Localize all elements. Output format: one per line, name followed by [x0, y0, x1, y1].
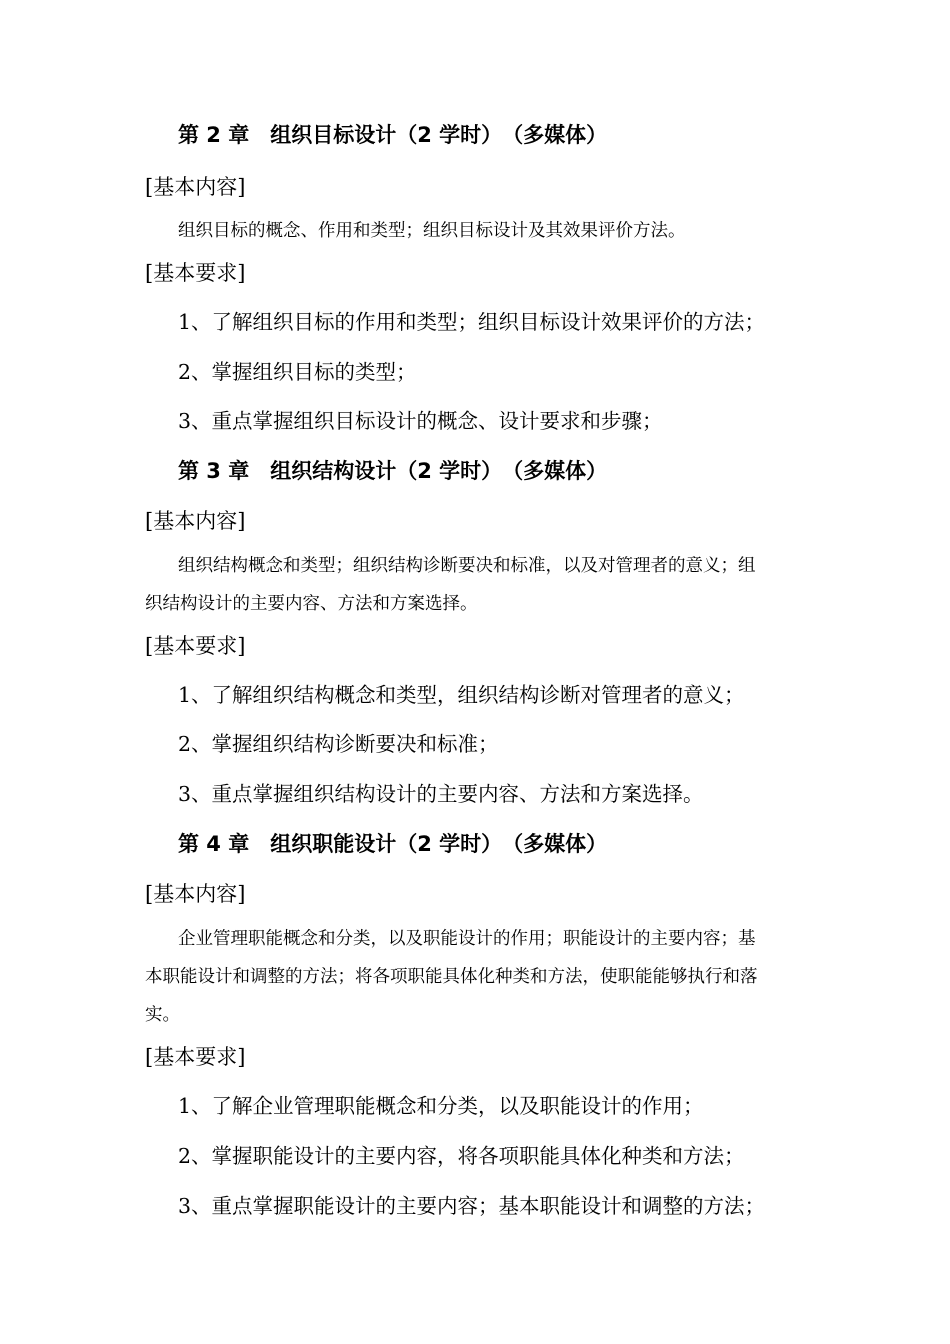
chapter-4-content-tag: [基本内容]	[145, 882, 246, 906]
chapter-4-requirement-2: 2、掌握职能设计的主要内容，将各项职能具体化种类和方法；	[178, 1144, 745, 1168]
chapter-3-content-line-1: 组织结构概念和类型；组织结构诊断要决和标准，以及对管理者的意义；组	[178, 556, 756, 576]
chapter-4-requirement-3: 3、重点掌握职能设计的主要内容；基本职能设计和调整的方法；	[178, 1194, 766, 1218]
chapter-3-content-line-2: 织结构设计的主要内容、方法和方案选择。	[145, 594, 478, 614]
chapter-3-requirements-tag: [基本要求]	[145, 634, 246, 658]
chapter-4-content-line-2: 本职能设计和调整的方法；将各项职能具体化种类和方法，使职能能够执行和落	[145, 967, 758, 987]
chapter-3-requirement-1: 1、了解组织结构概念和类型，组织结构诊断对管理者的意义；	[178, 683, 745, 707]
chapter-3-heading: 第 3 章 组织结构设计（2 学时） （多媒体）	[178, 459, 608, 483]
chapter-3-requirement-3: 3、重点掌握组织结构设计的主要内容、方法和方案选择。	[178, 782, 704, 806]
chapter-4-requirements-tag: [基本要求]	[145, 1045, 246, 1069]
chapter-2-requirement-3: 3、重点掌握组织目标设计的概念、设计要求和步骤；	[178, 409, 663, 433]
chapter-4-requirement-1: 1、了解企业管理职能概念和分类，以及职能设计的作用；	[178, 1094, 704, 1118]
chapter-2-heading: 第 2 章 组织目标设计（2 学时） （多媒体）	[178, 123, 608, 147]
chapter-2-requirement-1: 1、了解组织目标的作用和类型；组织目标设计效果评价的方法；	[178, 310, 766, 334]
chapter-2-content-line-1: 组织目标的概念、作用和类型；组织目标设计及其效果评价方法。	[178, 221, 686, 241]
chapter-2-requirements-tag: [基本要求]	[145, 261, 246, 285]
chapter-4-heading: 第 4 章 组织职能设计（2 学时） （多媒体）	[178, 832, 608, 856]
chapter-3-requirement-2: 2、掌握组织结构诊断要决和标准；	[178, 732, 499, 756]
chapter-3-content-tag: [基本内容]	[145, 509, 246, 533]
chapter-2-requirement-2: 2、掌握组织目标的类型；	[178, 360, 417, 384]
chapter-2-content-tag: [基本内容]	[145, 175, 246, 199]
chapter-4-content-line-3: 实。	[145, 1005, 180, 1025]
chapter-4-content-line-1: 企业管理职能概念和分类，以及职能设计的作用；职能设计的主要内容；基	[178, 929, 756, 949]
